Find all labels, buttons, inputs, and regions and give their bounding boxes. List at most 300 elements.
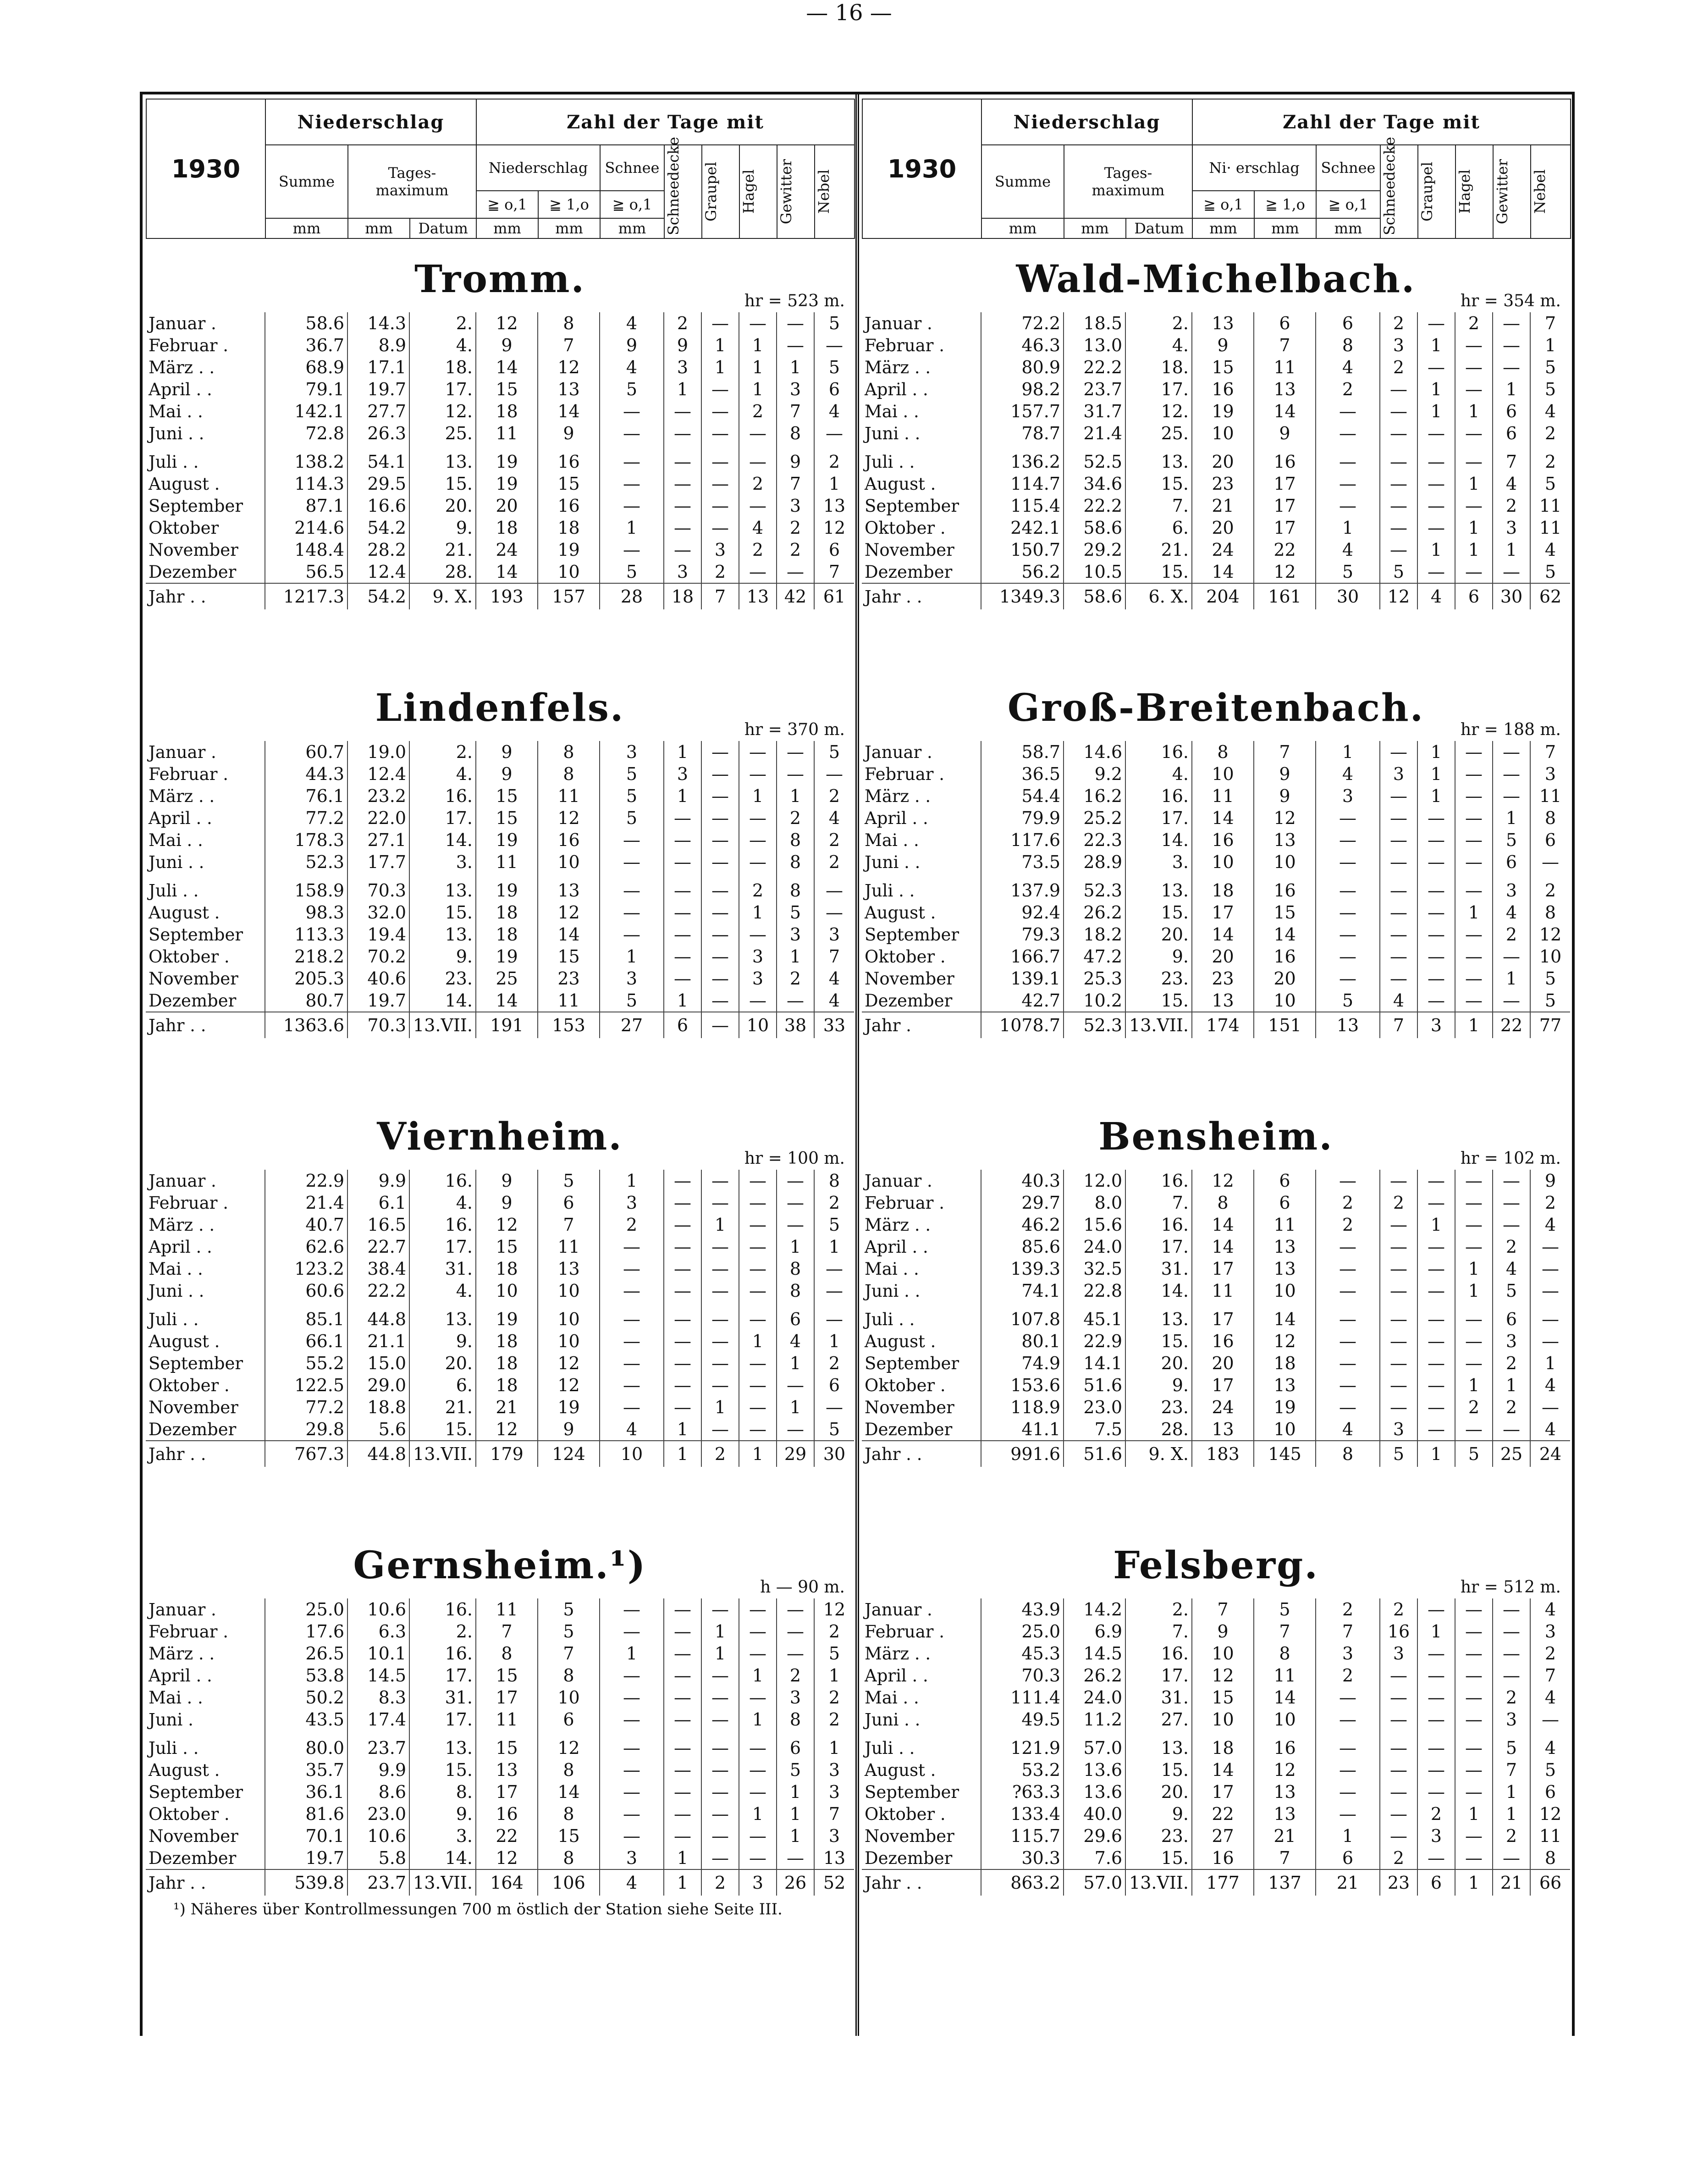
table-cell: 7. — [1125, 1620, 1192, 1642]
spacer-cell — [1380, 444, 1417, 451]
table-cell: 22.0 — [347, 807, 409, 829]
station-name — [146, 239, 854, 312]
table-cell: 15 — [1192, 1686, 1254, 1708]
month-row — [862, 1781, 1570, 1803]
month-label: September — [149, 924, 243, 945]
table-cell: 1 — [1417, 334, 1455, 356]
table-cell: 2 — [1493, 1236, 1530, 1258]
unit-mm: mm — [1254, 218, 1316, 238]
table-cell: — — [1417, 422, 1455, 444]
table-cell: 51.6 — [1064, 1374, 1125, 1396]
table-cell: 30 — [814, 1441, 854, 1467]
month-label: September — [149, 1353, 243, 1373]
table-cell: 9 — [1254, 785, 1316, 807]
table-cell: 14 — [1254, 400, 1316, 422]
month-row — [146, 1236, 854, 1258]
month-label: Januar . — [865, 742, 932, 762]
table-cell: 174 — [1192, 1012, 1254, 1038]
zahl-der-tage-header: Zahl der Tage mit — [476, 99, 855, 145]
table-cell: 6 — [664, 1012, 701, 1038]
table-cell: — — [739, 1759, 777, 1781]
table-cell: 111.4 — [981, 1686, 1064, 1708]
table-cell: 157.7 — [981, 400, 1064, 422]
table-cell: — — [1316, 1708, 1380, 1731]
table-cell: 23 — [1192, 473, 1254, 495]
table-cell: 9 — [1254, 763, 1316, 785]
table-cell: 1 — [1455, 1869, 1493, 1896]
table-cell: — — [739, 990, 777, 1012]
table-cell: 21 — [1316, 1869, 1380, 1896]
table-cell: 7 — [814, 561, 854, 583]
table-cell: — — [739, 1396, 777, 1418]
table-cell: 3 — [1380, 1642, 1417, 1664]
table-cell: 1 — [1455, 517, 1493, 539]
table-cell: 2 — [1316, 378, 1380, 400]
table-cell: 6 — [1493, 400, 1530, 422]
spacer-cell — [981, 1731, 1064, 1737]
table-cell: 14. — [409, 829, 476, 851]
table-cell: — — [777, 561, 814, 583]
table-cell: ?63.3 — [981, 1781, 1064, 1803]
spacer-cell — [146, 1731, 265, 1737]
table-cell: 3 — [739, 1869, 777, 1896]
table-cell: 8 — [1254, 1642, 1316, 1664]
table-cell: 8.0 — [1064, 1192, 1125, 1214]
table-cell: — — [777, 1598, 814, 1620]
table-cell: 18 — [476, 1352, 538, 1374]
station-title: Bensheim. — [1098, 1115, 1334, 1159]
table-cell: 12 — [1254, 561, 1316, 583]
table-cell: 13 — [1254, 1781, 1316, 1803]
table-cell: 9 — [476, 1192, 538, 1214]
table-cell: 25. — [1125, 422, 1192, 444]
table-cell: 25. — [409, 422, 476, 444]
table-cell: 12 — [476, 312, 538, 334]
unit-datum: Datum — [1126, 218, 1192, 238]
ge01s-header: ≧ o,1 — [1316, 191, 1380, 218]
spacer-cell — [1192, 873, 1254, 879]
table-cell: — — [1316, 1781, 1380, 1803]
table-cell: 114.3 — [265, 473, 347, 495]
niederschlag-header: Niederschlag — [981, 99, 1192, 145]
table-cell: 10 — [538, 851, 600, 873]
table-cell: — — [1530, 1708, 1570, 1731]
spacer-cell — [981, 1302, 1064, 1308]
table-cell: 2 — [1316, 1664, 1380, 1686]
month-row — [146, 1759, 854, 1781]
table-cell: — — [701, 1374, 739, 1396]
table-cell: 12 — [814, 517, 854, 539]
station-title: Gernsheim.¹) — [353, 1543, 647, 1587]
month-row — [146, 1847, 854, 1869]
spacer-cell — [862, 873, 981, 879]
month-label: Juni . . — [149, 852, 204, 872]
table-cell: — — [814, 334, 854, 356]
month-row — [146, 1825, 854, 1847]
table-cell: — — [1455, 1308, 1493, 1330]
table-cell: 7 — [538, 1214, 600, 1236]
table-cell: 1 — [1455, 1258, 1493, 1280]
table-cell: 14.5 — [347, 1664, 409, 1686]
table-cell: 13. — [1125, 879, 1192, 901]
table-cell: — — [739, 1170, 777, 1192]
month-label: Dezember — [865, 990, 953, 1011]
month-row — [146, 495, 854, 517]
table-cell: — — [1417, 923, 1455, 945]
month-label: Jahr . . — [862, 1869, 981, 1896]
table-cell: 5 — [1316, 561, 1380, 583]
table-cell: 13.6 — [1064, 1781, 1125, 1803]
table-cell: 5 — [1493, 829, 1530, 851]
table-cell: 17. — [1125, 807, 1192, 829]
table-cell: 6 — [777, 1308, 814, 1330]
table-cell: — — [739, 561, 777, 583]
table-cell: — — [1380, 1236, 1417, 1258]
table-cell: 5 — [538, 1598, 600, 1620]
table-cell: 2. — [1125, 1598, 1192, 1620]
table-cell: 70.3 — [347, 879, 409, 901]
table-cell: — — [739, 422, 777, 444]
table-cell: — — [1380, 785, 1417, 807]
month-label: Mai . . — [865, 1259, 919, 1279]
table-cell: 40.0 — [1064, 1803, 1125, 1825]
spacer-cell — [1455, 1302, 1493, 1308]
table-cell: 10 — [1254, 1280, 1316, 1302]
table-cell: 10 — [1254, 1418, 1316, 1441]
table-cell: 7 — [1530, 741, 1570, 763]
month-label: März . . — [865, 1643, 931, 1664]
table-cell: — — [1455, 990, 1493, 1012]
table-cell: 29.8 — [265, 1418, 347, 1441]
month-label: März . . — [149, 357, 215, 377]
table-cell: — — [1417, 561, 1455, 583]
table-cell: 8 — [538, 1847, 600, 1869]
table-cell: 5 — [1254, 1598, 1316, 1620]
table-cell: — — [777, 763, 814, 785]
table-cell: — — [1417, 1759, 1455, 1781]
table-cell: 16. — [409, 1170, 476, 1192]
table-cell: 57.0 — [1064, 1737, 1125, 1759]
year-total-row — [146, 1441, 854, 1467]
table-cell: — — [777, 1192, 814, 1214]
month-row — [862, 356, 1570, 378]
table-cell: — — [1380, 1759, 1417, 1781]
month-row — [146, 1781, 854, 1803]
spacer-cell — [265, 873, 347, 879]
table-cell: — — [739, 829, 777, 851]
table-cell: — — [600, 1236, 664, 1258]
table-cell: 16. — [1125, 1170, 1192, 1192]
table-cell: 15. — [1125, 990, 1192, 1012]
table-cell: 16 — [1254, 1737, 1316, 1759]
table-cell: 23.7 — [1064, 378, 1125, 400]
table-cell: 73.5 — [981, 851, 1064, 873]
table-cell: 5 — [1530, 1759, 1570, 1781]
month-label: Oktober . — [865, 1375, 946, 1395]
table-cell: 3 — [600, 1192, 664, 1214]
table-cell: 1 — [1417, 378, 1455, 400]
table-cell: — — [1316, 807, 1380, 829]
table-cell: — — [1316, 1396, 1380, 1418]
table-cell: 52.3 — [1064, 879, 1125, 901]
table-cell: 13 — [1254, 378, 1316, 400]
table-cell: 98.2 — [981, 378, 1064, 400]
table-cell: 991.6 — [981, 1441, 1064, 1467]
month-label: Mai . . — [149, 401, 203, 421]
table-cell: 11 — [476, 1708, 538, 1731]
table-cell: 2 — [1380, 1192, 1417, 1214]
spacer-cell — [476, 873, 538, 879]
month-row — [862, 1686, 1570, 1708]
table-cell: 13 — [739, 583, 777, 609]
table-cell: 3 — [814, 1759, 854, 1781]
table-cell: 6.9 — [1064, 1620, 1125, 1642]
table-cell: 4 — [1316, 539, 1380, 561]
table-cell: 13.VII. — [1125, 1012, 1192, 1038]
month-row — [146, 1737, 854, 1759]
spacer-cell — [1192, 444, 1254, 451]
month-label: Juli . . — [149, 880, 199, 901]
month-label: Juni . . — [149, 1281, 204, 1301]
year-total-row — [146, 1869, 854, 1896]
table-cell: 20. — [1125, 923, 1192, 945]
table-cell: — — [739, 1418, 777, 1441]
table-cell: 3 — [739, 968, 777, 990]
table-cell: — — [701, 1236, 739, 1258]
table-cell: 61 — [814, 583, 854, 609]
station-title: Viernheim. — [377, 1115, 623, 1159]
table-cell: 80.9 — [981, 356, 1064, 378]
table-cell: 115.4 — [981, 495, 1064, 517]
month-row — [862, 539, 1570, 561]
table-cell: 11 — [1530, 517, 1570, 539]
spacer-cell — [701, 873, 739, 879]
table-cell: 58.6 — [1064, 583, 1125, 609]
table-cell: — — [600, 495, 664, 517]
table-cell: 12 — [1254, 1330, 1316, 1352]
table-cell: 1 — [664, 1418, 701, 1441]
table-cell: — — [1380, 1664, 1417, 1686]
table-cell: 14 — [1192, 1759, 1254, 1781]
spacer-cell — [600, 873, 664, 879]
spacer-cell — [265, 1731, 347, 1737]
table-cell: 7. — [1125, 1192, 1192, 1214]
table-cell: 10 — [739, 1012, 777, 1038]
table-cell: 5 — [600, 763, 664, 785]
table-cell: — — [1417, 312, 1455, 334]
table-cell: — — [739, 1192, 777, 1214]
schneedecke-header: Schneedecke — [1381, 137, 1399, 235]
station-elevation: hr = 370 m. — [744, 720, 845, 739]
table-cell: 19.7 — [265, 1847, 347, 1869]
month-row — [862, 1214, 1570, 1236]
table-cell: 54.1 — [347, 451, 409, 473]
table-cell: — — [1455, 1330, 1493, 1352]
month-row — [862, 785, 1570, 807]
table-cell: — — [1530, 1280, 1570, 1302]
table-cell: 6 — [814, 539, 854, 561]
table-cell: 10 — [1530, 945, 1570, 968]
table-cell: 863.2 — [981, 1869, 1064, 1896]
month-label: Februar . — [865, 764, 945, 784]
table-cell: 9 — [600, 334, 664, 356]
spacer-cell — [814, 873, 854, 879]
month-label: Jahr . . — [146, 1012, 265, 1038]
table-cell: — — [1455, 1825, 1493, 1847]
table-cell: — — [1493, 785, 1530, 807]
table-cell: — — [600, 1708, 664, 1731]
table-cell: — — [701, 1708, 739, 1731]
table-cell: 3 — [1493, 1708, 1530, 1731]
table-cell: 1 — [777, 1236, 814, 1258]
spacer-cell — [1493, 1302, 1530, 1308]
table-cell: 23. — [1125, 1396, 1192, 1418]
table-cell: 46.3 — [981, 334, 1064, 356]
table-cell: 85.1 — [265, 1308, 347, 1330]
unit-mm: mm — [538, 218, 600, 238]
month-row — [146, 1708, 854, 1731]
niederschlag-header: Niederschlag — [265, 99, 476, 145]
month-row — [862, 879, 1570, 901]
table-cell: 4 — [1530, 1686, 1570, 1708]
table-cell: — — [600, 1308, 664, 1330]
table-cell: 3 — [701, 539, 739, 561]
table-cell: 107.8 — [981, 1308, 1064, 1330]
table-cell: — — [701, 312, 739, 334]
table-cell: 8 — [777, 1280, 814, 1302]
table-cell: 139.1 — [981, 968, 1064, 990]
spacer-cell — [701, 1302, 739, 1308]
summe-header: Summe — [981, 145, 1064, 218]
table-cell: 1 — [600, 517, 664, 539]
table-cell: 3 — [1380, 1418, 1417, 1441]
table-cell: 13 — [1192, 1418, 1254, 1441]
table-cell: 161 — [1254, 583, 1316, 609]
month-label: Mai . . — [149, 830, 203, 850]
table-cell: — — [1316, 901, 1380, 923]
table-cell: 3. — [409, 1825, 476, 1847]
table-cell: — — [664, 1308, 701, 1330]
table-cell: — — [1455, 378, 1493, 400]
month-label: April . . — [149, 1237, 212, 1257]
spacer-cell — [146, 1302, 265, 1308]
table-cell: 4 — [777, 1330, 814, 1352]
table-cell: 139.3 — [981, 1258, 1064, 1280]
table-cell: 10 — [1192, 422, 1254, 444]
table-cell: 4 — [1530, 1214, 1570, 1236]
table-cell: 12 — [538, 1352, 600, 1374]
table-cell: 13 — [538, 879, 600, 901]
table-cell: — — [1455, 561, 1493, 583]
table-cell: 17 — [1254, 517, 1316, 539]
table-cell: — — [1455, 945, 1493, 968]
month-label: März . . — [865, 786, 931, 806]
spacer-cell — [1254, 444, 1316, 451]
spacer-row — [862, 873, 1570, 879]
table-cell: 1 — [739, 785, 777, 807]
table-cell: 43.9 — [981, 1598, 1064, 1620]
table-cell: 4 — [1530, 1598, 1570, 1620]
table-cell: 17. — [1125, 1236, 1192, 1258]
table-cell: 4 — [1417, 583, 1455, 609]
table-cell: 12 — [1530, 1803, 1570, 1825]
table-cell: 2 — [1493, 495, 1530, 517]
table-cell: — — [1380, 451, 1417, 473]
table-cell: 18. — [1125, 356, 1192, 378]
month-row — [862, 945, 1570, 968]
table-cell: — — [600, 901, 664, 923]
month-row — [146, 1258, 854, 1280]
table-cell: 28 — [600, 583, 664, 609]
spacer-cell — [146, 444, 265, 451]
table-cell: 49.5 — [981, 1708, 1064, 1731]
table-cell: — — [1417, 807, 1455, 829]
table-cell: — — [664, 517, 701, 539]
table-cell: — — [1417, 1642, 1455, 1664]
table-cell: 1 — [1455, 539, 1493, 561]
month-label: Februar . — [149, 1621, 229, 1642]
table-cell: 1349.3 — [981, 583, 1064, 609]
spacer-cell — [409, 1731, 476, 1737]
month-row — [862, 334, 1570, 356]
table-cell: 3 — [1493, 879, 1530, 901]
table-cell: 17 — [1192, 901, 1254, 923]
table-cell: — — [1455, 923, 1493, 945]
table-cell: 29 — [777, 1441, 814, 1467]
table-cell: 6 — [1316, 312, 1380, 334]
table-cell: 12 — [1192, 1664, 1254, 1686]
table-cell: — — [739, 312, 777, 334]
month-row — [862, 1258, 1570, 1280]
table-cell: — — [1417, 1192, 1455, 1214]
month-label: März . . — [865, 1215, 931, 1235]
footnote: ¹) Näheres über Kontrollmessungen 700 m östlich der Station siehe Seite III. — [173, 1900, 783, 1919]
month-row — [146, 378, 854, 400]
month-label: November — [865, 540, 954, 560]
month-row — [862, 1598, 1570, 1620]
station-table — [146, 741, 854, 1038]
unit-mm: mm — [1316, 218, 1380, 238]
table-cell: — — [1455, 1418, 1493, 1441]
table-cell: 10 — [538, 1308, 600, 1330]
table-cell: 17 — [1254, 473, 1316, 495]
month-label: März . . — [149, 1215, 215, 1235]
table-cell: 2 — [1493, 1686, 1530, 1708]
spacer-cell — [664, 1302, 701, 1308]
table-cell: — — [664, 1620, 701, 1642]
table-cell: 25.0 — [981, 1620, 1064, 1642]
table-cell: 20 — [1254, 968, 1316, 990]
table-cell: 16 — [1254, 879, 1316, 901]
table-cell: 3 — [1417, 1825, 1455, 1847]
table-cell: 8 — [777, 1708, 814, 1731]
spacer-cell — [701, 1731, 739, 1737]
table-cell: 123.2 — [265, 1258, 347, 1280]
month-label: November — [149, 540, 238, 560]
table-cell: — — [1316, 451, 1380, 473]
table-cell: 11 — [1254, 1664, 1316, 1686]
table-cell: 8 — [777, 851, 814, 873]
month-label: Februar . — [865, 1193, 945, 1213]
table-cell: — — [600, 422, 664, 444]
table-cell: — — [1493, 1418, 1530, 1441]
month-row — [862, 1280, 1570, 1302]
table-cell: — — [600, 1352, 664, 1374]
table-cell: — — [1493, 1620, 1530, 1642]
table-cell: 6 — [1530, 1781, 1570, 1803]
table-cell: — — [1316, 1308, 1380, 1330]
table-cell: — — [1380, 851, 1417, 873]
